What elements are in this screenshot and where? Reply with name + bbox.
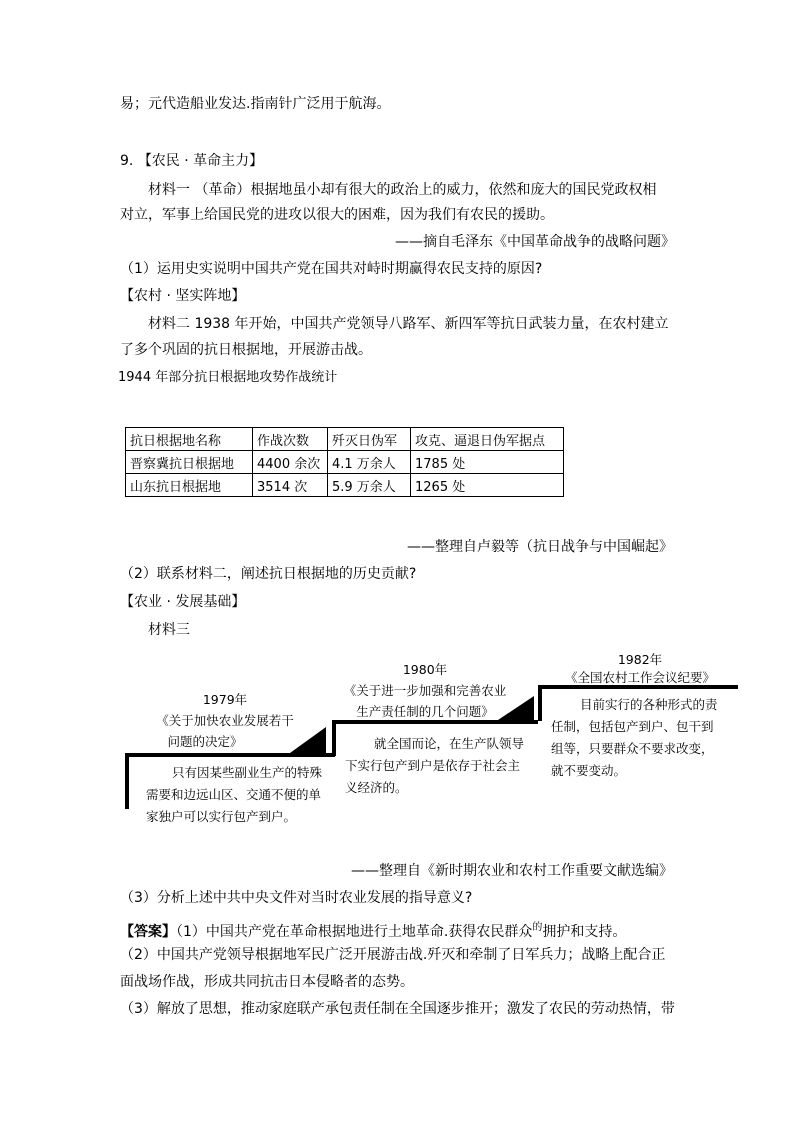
timeline-1982-text-line1: 目前实行的各种形式的责	[580, 697, 718, 712]
table-cell: 3514 次	[253, 474, 328, 497]
material1-source: ——摘自毛泽东《中国革命战争的战略问题》	[395, 234, 675, 250]
continuation-text: 易；元代造船业发达.指南针广泛用于航海。	[120, 96, 391, 112]
answer-1-text: （1）中国共产党在革命根据地进行土地革命.获得农民群众	[176, 924, 533, 940]
answer-1-tail: 拥护和支持。	[542, 924, 627, 940]
timeline-1979-text-line2: 需要和边远山区、交通不便的单	[146, 787, 322, 802]
material2-line1: 材料二 1938 年开始，中国共产党领导八路军、新四军等抗日武装力量，在农村建立	[148, 316, 669, 332]
question-2: （2）联系材料二，阐述抗日根据地的历史贡献?	[120, 566, 417, 582]
timeline-1979-doc-line1: 《关于加快农业发展若干	[156, 713, 294, 728]
timeline-1982-text-line4: 就不要变动。	[551, 763, 627, 778]
step-1980-wedge	[498, 696, 534, 720]
timeline-1979-text-line1: 只有因某些副业生产的特殊	[172, 765, 323, 780]
step-1979-bar	[125, 753, 335, 757]
answer-2-line2: 面战场作战，形成共同抗击日本侵略者的态势。	[120, 974, 414, 990]
material2-source: ——整理自卢毅等（抗日战争与中国崛起》	[407, 539, 673, 555]
step-1980-bar	[332, 720, 538, 724]
step-1980-riser	[332, 720, 336, 756]
timeline-1980-year: 1980年	[402, 662, 448, 677]
timeline-1979-text-line3: 家独户可以实行包产到户。	[146, 809, 297, 824]
timeline-1980-text-line1: 就全国而论，在生产队领导	[374, 736, 525, 751]
section3-title: 【农业 · 发展基础】	[120, 594, 246, 610]
answer-1-small: 的	[532, 922, 543, 933]
timeline-1980-text-line3: 义经济的。	[345, 780, 408, 795]
timeline-1982-year: 1982年	[617, 652, 663, 667]
material2-line2: 了多个巩固的抗日根据地，开展游击战。	[120, 342, 372, 358]
table-header-cell: 歼灭日伪军	[328, 428, 411, 451]
table-header-cell: 作战次数	[253, 428, 328, 451]
section2-title: 【农村 · 坚实阵地】	[120, 288, 246, 304]
answer-label: 【答案】	[120, 924, 176, 940]
question-3: （3）分析上述中共中央文件对当时农业发展的指导意义?	[120, 890, 473, 906]
answer-1	[120, 919, 626, 941]
step-1982-riser	[538, 685, 542, 721]
question-header	[120, 152, 263, 170]
step-1979-riser	[125, 753, 129, 809]
material1-line2: 对立，军事上给国民党的进攻以很大的困难，因为我们有农民的援助。	[120, 207, 554, 223]
step-1979-wedge	[290, 727, 326, 753]
material1-line1: 材料一 （革命）根据地虽小却有很大的政治上的威力，依然和庞大的国民党政权相	[148, 182, 657, 198]
material3-label: 材料三	[148, 622, 190, 638]
table-header-row	[126, 428, 564, 451]
section1-title: 【农民 · 革命主力】	[137, 153, 264, 169]
timeline-1980-doc-line1: 《关于进一步加强和完善农业	[343, 683, 507, 698]
timeline-1980-text-line2: 下实行包产到户是依存于社会主	[345, 758, 521, 773]
answer-2-line1: （2）中国共产党领导根据地军民广泛开展游击战.歼灭和牵制了日军兵力；战略上配合正	[120, 947, 666, 963]
table-cell: 山东抗日根据地	[126, 474, 253, 497]
step-1982-bar	[538, 685, 738, 689]
table-cell: 5.9 万余人	[328, 474, 411, 497]
table-cell: 1265 处	[411, 474, 564, 497]
table-cell: 晋察冀抗日根据地	[126, 451, 253, 474]
timeline-1982-text-line2: 任制，包括包产到户、包干到	[551, 719, 714, 734]
table-header-cell: 攻克、逼退日伪军据点	[411, 428, 564, 451]
table-row	[126, 474, 564, 497]
table-cell: 4400 余次	[253, 451, 328, 474]
table-cell: 1785 处	[411, 451, 564, 474]
question-1: （1）运用史实说明中国共产党在国共对峙时期赢得农民支持的原因?	[120, 261, 543, 277]
table-caption: 1944 年部分抗日根据地攻势作战统计	[118, 370, 338, 385]
timeline-1979-doc-line2: 问题的决定》	[167, 734, 243, 749]
stats-table	[125, 427, 564, 497]
answer-3-line1: （3）解放了思想，推动家庭联产承包责任制在全国逐步推开；激发了农民的劳动热情，带	[120, 1001, 675, 1017]
timeline-1982-doc-line1: 《全国农村工作会议纪要》	[564, 670, 715, 685]
timeline-1982-text-line3: 组等，只要群众不要求改变，	[551, 741, 714, 756]
question-number: 9.	[120, 153, 134, 169]
table-cell: 4.1 万余人	[328, 451, 411, 474]
table-header-cell: 抗日根据地名称	[126, 428, 253, 451]
material3-source: ——整理自《新时期农业和农村工作重要文献选编》	[351, 863, 673, 879]
timeline-1979-year: 1979年	[202, 692, 248, 707]
table-row	[126, 451, 564, 474]
timeline-1980-doc-line2: 生产责任制的几个问题》	[356, 704, 494, 719]
